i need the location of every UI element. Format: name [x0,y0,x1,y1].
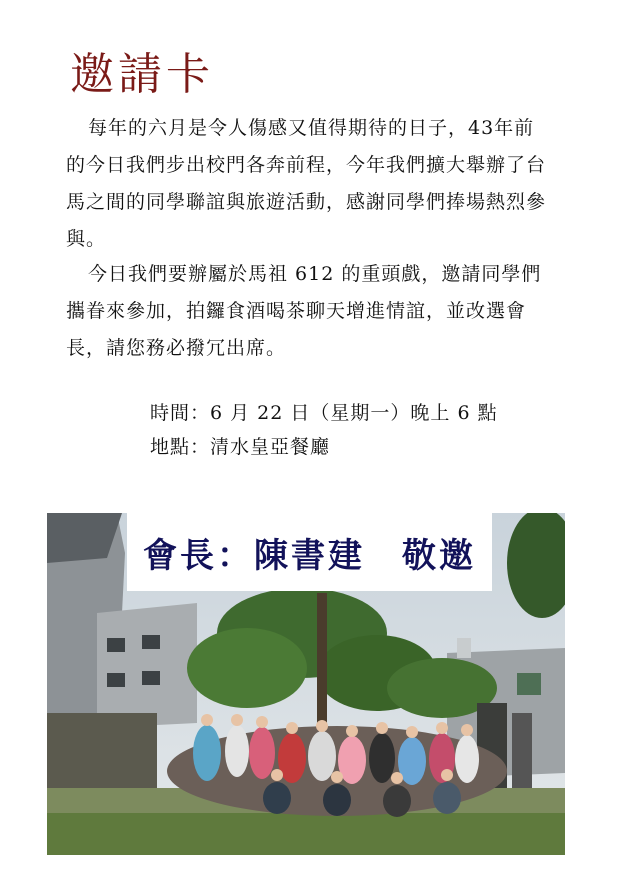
place-label: 地點： [150,436,211,458]
host-signature: 會長：陳書建 敬邀 [143,535,476,576]
paragraph-1 [66,110,546,258]
event-place [150,432,330,459]
paragraph-2-text: 今日我們要辦屬於馬祖 612 的重頭戲，邀請同學們攜眷來參加，拍鑼食酒喝茶聊天增進情誼，並改選會長，請您務必撥冗出席。 [66,263,542,359]
paragraph-2 [66,256,546,367]
place-value: 清水皇亞餐廳 [210,436,331,458]
paragraph-1-text: 每年的六月是令人傷感又值得期待的日子，43年前的今日我們步出校門各奔前程，今年我們擴大舉辦了台馬之間的同學聯誼與旅遊活動，感謝同學們捧場熱烈參與。 [66,117,547,250]
time-label: 時間： [150,402,211,424]
event-time [150,398,498,425]
group-photo [47,513,565,855]
invitation-title: 邀請卡 [70,49,214,100]
host-banner [127,513,492,591]
time-value: 6 月 22 日（星期一）晚上 6 點 [210,402,498,424]
